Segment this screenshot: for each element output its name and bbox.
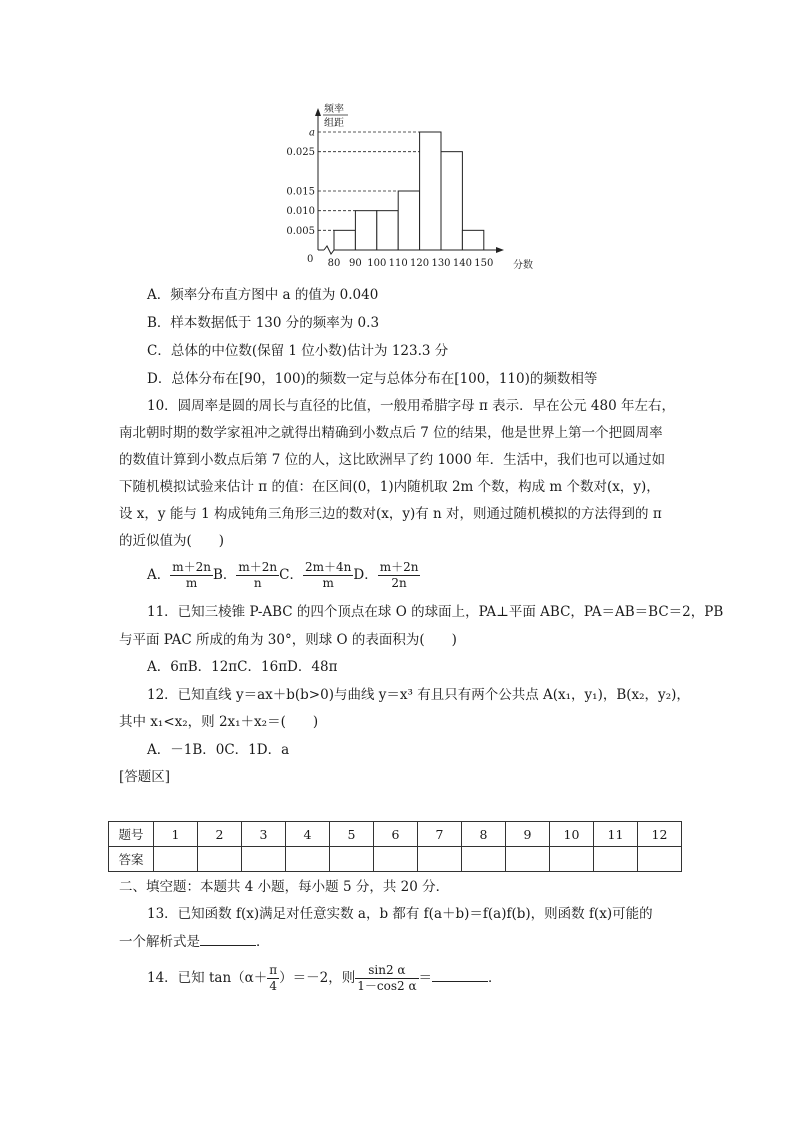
q11-options: A．6πB．12πC．16πD．48π xyxy=(147,659,338,675)
table-header-label: 题号 xyxy=(109,822,154,847)
table-cell-number: 10 xyxy=(550,822,594,847)
q9-option-c: C．总体的中位数(保留 1 位小数)估计为 123.3 分 xyxy=(147,343,449,359)
q14-main-fraction xyxy=(355,963,418,994)
answer-table xyxy=(108,821,682,872)
x-tick-label: 110 xyxy=(388,258,408,269)
q10-line-6: 的近似值为( ) xyxy=(119,533,225,549)
q11-line-2: 与平面 PAC 所成的角为 30°，则球 O 的表面积为( ) xyxy=(119,632,457,648)
fraction-denominator: m xyxy=(185,576,198,590)
q14-equals: ＝ xyxy=(418,970,433,986)
q10-line-3: 的数值计算到小数点后第 7 位的人，这比欧洲早了约 1000 年．生活中，我们也可以通过如 xyxy=(119,452,666,468)
q10-option-b-fraction xyxy=(236,560,279,591)
q10-option-b-label: B． xyxy=(213,567,237,583)
table-cell-number: 2 xyxy=(198,822,242,847)
table-cell-number: 8 xyxy=(462,822,506,847)
answer-cell-3[interactable] xyxy=(242,847,286,872)
q10-option-c-fraction xyxy=(303,560,353,591)
answer-cell-6[interactable] xyxy=(374,847,418,872)
table-cell-number: 6 xyxy=(374,822,418,847)
table-cell-number: 12 xyxy=(638,822,682,847)
q10-line-1: 10．圆周率是圆的周长与直径的比值，一般用希腊字母 π 表示．早在公元 480 年左右， xyxy=(147,398,675,414)
answer-area-heading: [答题区] xyxy=(119,769,171,785)
q10-option-d-fraction xyxy=(378,560,421,591)
table-cell-number: 5 xyxy=(330,822,374,847)
ylabel-top: 频率 xyxy=(324,104,344,115)
fraction-numerator: m＋2n xyxy=(238,560,278,574)
frequency-histogram xyxy=(286,100,550,275)
x-tick-label: 80 xyxy=(327,258,341,269)
fraction-denominator: 2n xyxy=(391,576,407,590)
axis-break xyxy=(324,246,334,254)
ylabel-bottom: 组距 xyxy=(324,118,344,129)
q14-pi-fraction xyxy=(267,963,279,994)
answer-cell-12[interactable] xyxy=(638,847,682,872)
q13-blank[interactable] xyxy=(200,931,256,946)
fraction-numerator: sin2 α xyxy=(355,963,418,979)
table-row-numbers xyxy=(109,822,682,847)
fraction-numerator: m＋2n xyxy=(172,560,211,574)
q9-option-a: A．频率分布直方图中 a 的值为 0.040 xyxy=(147,287,379,303)
answer-cell-8[interactable] xyxy=(462,847,506,872)
table-answer-label: 答案 xyxy=(109,847,154,872)
x-tick-label: 130 xyxy=(431,258,451,269)
x-tick-label: 140 xyxy=(452,258,472,269)
y-tick-label: a xyxy=(309,127,315,139)
x-tick-label: 100 xyxy=(367,258,387,269)
answer-cell-1[interactable] xyxy=(154,847,198,872)
table-cell-number: 4 xyxy=(286,822,330,847)
x-tick-label: 90 xyxy=(349,258,362,269)
fraction-denominator: 1－cos2 α xyxy=(357,979,417,993)
q13-line-1: 13．已知函数 f(x)满足对任意实数 a，b 都有 f(a＋b)＝f(a)f(b)，则函数 f(x)可能的 xyxy=(147,906,653,922)
q9-option-b: B．样本数据低于 130 分的频率为 0.3 xyxy=(147,315,380,331)
x-axis-arrow xyxy=(496,247,504,253)
q13-line-2 xyxy=(119,931,270,952)
y-tick-label: 0.025 xyxy=(286,147,315,159)
y-tick-labels xyxy=(286,128,315,237)
histogram-bar xyxy=(355,211,376,250)
y-tick-label: 0.015 xyxy=(286,186,315,198)
x-tick-label: 120 xyxy=(410,258,430,269)
fraction-numerator: 2m＋4n xyxy=(305,560,352,574)
y-axis-arrow xyxy=(315,108,321,116)
section-2-heading: 二、填空题：本题共 4 小题，每小题 5 分，共 20 分． xyxy=(119,879,450,895)
histogram-bars xyxy=(334,132,484,250)
table-cell-number: 11 xyxy=(594,822,638,847)
histogram-bar xyxy=(441,152,462,250)
q14-mid: ）＝－2，则 xyxy=(279,970,356,986)
fraction-denominator: 4 xyxy=(269,979,278,993)
q14-blank[interactable] xyxy=(432,967,488,982)
q14-end: ． xyxy=(488,970,502,986)
q10-line-5: 设 x，y 能与 1 构成钝角三角形三边的数对(x，y)有 n 对，则通过随机模拟的方法得到的 π xyxy=(119,506,662,522)
q10-line-2: 南北朝时期的数学家祖冲之就得出精确到小数点后 7 位的结果，他是世界上第一个把圆周率 xyxy=(119,425,663,441)
q10-option-a-fraction xyxy=(170,560,213,591)
answer-cell-7[interactable] xyxy=(418,847,462,872)
q12-line-2: 其中 x₁<x₂，则 2x₁＋x₂＝( ) xyxy=(119,714,319,730)
histogram-bar xyxy=(377,211,398,250)
fraction-numerator: π xyxy=(269,963,278,977)
table-cell-number: 9 xyxy=(506,822,550,847)
histogram-bar xyxy=(334,230,355,250)
q14-line xyxy=(147,960,502,996)
table-cell-number: 3 xyxy=(242,822,286,847)
q10-option-d-label: D． xyxy=(353,567,378,583)
q12-line-1: 12．已知直线 y＝ax＋b(b>0)与曲线 y＝x³ 有且只有两个公共点 A(x₁，y₁)，B(x₂，y₂)， xyxy=(147,687,690,703)
q10-option-a-label: A． xyxy=(147,567,171,583)
q12-options: A．－1B．0C．1D．a xyxy=(147,742,290,758)
q10-option-c-label: C． xyxy=(279,567,304,583)
q11-line-1: 11．已知三棱锥 P-ABC 的四个顶点在球 O 的球面上，PA⊥平面 ABC，PA＝AB＝BC＝2，PB xyxy=(147,604,724,620)
histogram-bar xyxy=(398,191,419,250)
table-cell-number: 1 xyxy=(154,822,198,847)
q9-option-d: D．总体分布在[90，100)的频数一定与总体分布在[100，110)的频数相等 xyxy=(147,371,598,387)
table-row-answers xyxy=(109,847,682,872)
fraction-denominator: m xyxy=(322,576,334,590)
answer-cell-10[interactable] xyxy=(550,847,594,872)
fraction-denominator: n xyxy=(253,576,262,590)
histogram-bar xyxy=(462,230,483,250)
origin-label: 0 xyxy=(307,254,314,265)
xlabel: 分数 xyxy=(513,260,533,271)
answer-cell-4[interactable] xyxy=(286,847,330,872)
q10-options xyxy=(147,558,420,592)
q13-text: 一个解析式是 xyxy=(119,934,200,950)
x-tick-labels xyxy=(328,258,494,269)
q14-prefix: 14．已知 tan（α＋ xyxy=(147,970,268,986)
answer-cell-5[interactable] xyxy=(330,847,374,872)
histogram-bar xyxy=(420,132,441,250)
q13-end: ． xyxy=(256,934,270,950)
q10-line-4: 下随机模拟试验来估计 π 的值：在区间(0，1)内随机取 2m 个数，构成 m 个数对(x，y)， xyxy=(119,479,660,495)
table-cell-number: 7 xyxy=(418,822,462,847)
answer-cell-2[interactable] xyxy=(198,847,242,872)
answer-cell-9[interactable] xyxy=(506,847,550,872)
y-tick-label: 0.010 xyxy=(286,206,315,218)
y-tick-label: 0.005 xyxy=(286,225,315,237)
fraction-numerator: m＋2n xyxy=(379,560,419,574)
x-tick-label: 150 xyxy=(474,258,494,269)
answer-cell-11[interactable] xyxy=(594,847,638,872)
